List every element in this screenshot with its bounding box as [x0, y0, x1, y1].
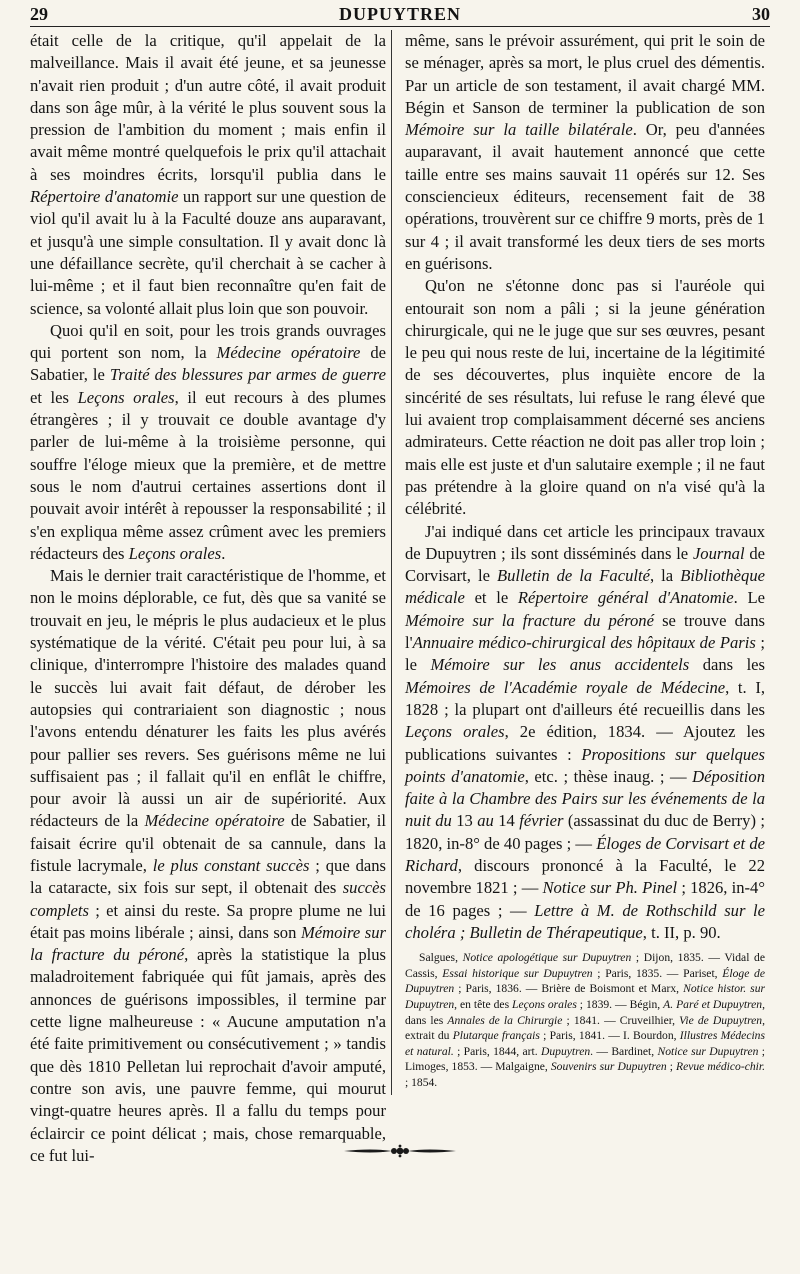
running-header — [30, 4, 770, 26]
fleuron-icon — [342, 1140, 458, 1162]
page-number-right: 30 — [752, 4, 770, 24]
paragraph: Quoi qu'il en soit, pour les trois grands ouvrages qui portent son nom, la Médecine opératoire de Sabatier, le Traité des blessures par armes de guerre et les Leçons orales, il eut recours à des plumes étrangères ; il y trouvait ce double avantage d'y parler de lui-même à la troisième personne, qui souffre l'éloge mieux que la première, et de mettre sous le nom d'autrui certaines assertions dont il pouvait avoir intérêt à repousser la responsabilité ; il s'en expliqua même assez crûment avec les premiers rédacteurs des Leçons orales. — [30, 320, 387, 563]
column-divider — [391, 30, 392, 1095]
paragraph: Qu'on ne s'étonne donc pas si l'auréole qui entourait son nom a pâli ; si la jeune génération chirurgicale, qui ne le juge que sur ses œuvres, pesant le peu qui nous reste de lui, incertaine de la légitimité de ses découvertes, plus inquiète encore de la sincérité de ses résultats, lui refuse le rang élevé que lui avaient trop complaisamment décerné ses anciens admirateurs. Cette réaction ne doit pas aller trop loin ; mais elle est juste et d'un salutaire exemple ; il ne faut pas prétendre à la gloire quand on n'a visé qu'à la célébrité. — [405, 276, 765, 519]
paragraph: même, sans le prévoir assurément, qui prit le soin de se ménager, après sa mort, le plus cruel des démentis. Par un article de son testament, il avait chargé MM. Bégin et Sanson de terminer la publication de son Mémoire sur la taille bilatérale. Or, peu d'années auparavant, il avait hautement annoncé que cette taille entre ses mains sauvait 11 opérés sur 12. Ses consciencieux éditeurs, recensement fait de 38 opérations, trouvèrent sur ce chiffre 9 morts, près de 1 sur 4 ; il avait transformé les deux tiers de ses morts en guérisons. — [405, 31, 765, 273]
running-title: DUPUYTREN — [338, 4, 461, 24]
paragraph: J'ai indiqué dans cet article les principaux travaux de Dupuytren ; ils sont disséminés dans le Journal de Corvisart, le Bulletin de la Faculté, la Bibliothèque médicale et le Répertoire général d'Anatomie. Le Mémoire sur la fracture du péroné se trouve dans l'Annuaire médico-chirurgical des hôpitaux de Paris ; le Mémoire sur les anus accidentels dans les Mémoires de l'Académie royale de Médecine, t. I, 1828 ; la plupart ont d'ailleurs été recueillis dans les Leçons orales, 2e édition, 1834. — Ajoutez les publications suivantes : Propositions sur quelques points d'anatomie, etc. ; thèse inaug. ; — Déposition faite à la Chambre des Pairs sur les événements de la nuit du 13 au 14 février (assassinat du duc de Berry) ; 1820, in-8° de 40 pages ; — Éloges de Corvisart et de Richard, discours prononcé à la Faculté, le 22 novembre 1821 ; — Notice sur Ph. Pinel ; 1826, in-4° de 16 pages ; — Lettre à M. de Rothschild sur le choléra ; Bulletin de Thérapeutique, t. II, p. 90. — [405, 521, 766, 942]
paragraph: Mais le dernier trait caractéristique de l'homme, et non le moins déplorable, ce fut, dès que sa vanité se trouvait en jeu, le mépris le plus audacieux et le plus systématique de la vérité. C'était peu pour lui, à sa clinique, d'interrompre l'histoire des malades quand le succès lui avait fait défaut, de dérober les autopsies qui contrariaient son diagnostic ; nous l'avons entendu dénaturer les faits les plus avérés pour pallier ses revers. Ses guérisons même ne lui suffisaient pas ; il fallait qu'il en enflât le chiffre, pour avoir là aussi un air de supériorité. Aux rédacteurs de la Médecine opératoire de Sabatier, il faisait écrire qu'il obtenait de sa cannule, dans la fistule lacrymale, le plus constant succès ; que dans la cataracte, six fois sur sept, il obtenait des succès complets ; et ainsi du reste. Sa propre plume ne lui était pas moins libérale ; ainsi, dans son Mémoire sur la fracture du péroné, après la statistique la plus maladroitement fabriquée qui fût jamais, après des annonces de guérisons impossibles, il termine par cette ligne malheureuse : « Aucune amputation n'a été faite primitivement ou consécutivement ; » tandis que dès 1810 Pelletan lui reprochait d'avoir amputé, contre son avis, une pauvre femme, qui mourut vingt-quatre heures après. Il a fallu du temps pour éclaircir ce point délicat ; mais, chose remarquable, ce fut lui- — [30, 566, 386, 1165]
page-number-left: 29 — [30, 4, 48, 24]
right-column — [405, 30, 765, 1091]
header-rule — [30, 26, 770, 27]
paragraph: était celle de la critique, qu'il appelait de la malveillance. Mais il avait été jeune, et sa jeunesse n'avait rien produit ; d'un autre côté, il avait produit dans son âge mûr, à la vérité le plus souvent sous la pression de l'ambition du moment ; mais enfin il avait même montré quelquefois le prix qu'il attachait à ses moindres écrits, lorsqu'il publia dans le Répertoire d'anatomie un rapport sur une question de viol qu'il avait lu à la Faculté douze ans auparavant, et jusqu'à une simple consultation. Il y avait donc là une défaillance secrète, qu'il cherchait à se cacher à lui-même ; et il faut bien reconnaître qu'en fait de science, sa volonté allait plus loin que son pouvoir. — [30, 31, 386, 318]
bibliography-references: Salgues, Notice apologétique sur Dupuytren ; Dijon, 1835. — Vidal de Cassis, Essai historique sur Dupuytren ; Paris, 1835. — Pariset, Éloge de Dupuytren ; Paris, 1836. — Brière de Boismont et Marx, Notice histor. sur Dupuytren, en tête des Leçons orales ; 1839. — Bégin, A. Paré et Dupuytren, dans les Annales de la Chirurgie ; 1841. — Cruveilhier, Vie de Dupuytren, extrait du Plutarque français ; Paris, 1841. — I. Bourdon, Illustres Médecins et natural. ; Paris, 1844, art. Dupuytren. — Bardinet, Notice sur Dupuytren ; Limoges, 1853. — Malgaigne, Souvenirs sur Dupuytren ; Revue médico-chir. ; 1854. — [405, 951, 765, 1089]
left-column — [30, 30, 386, 1167]
